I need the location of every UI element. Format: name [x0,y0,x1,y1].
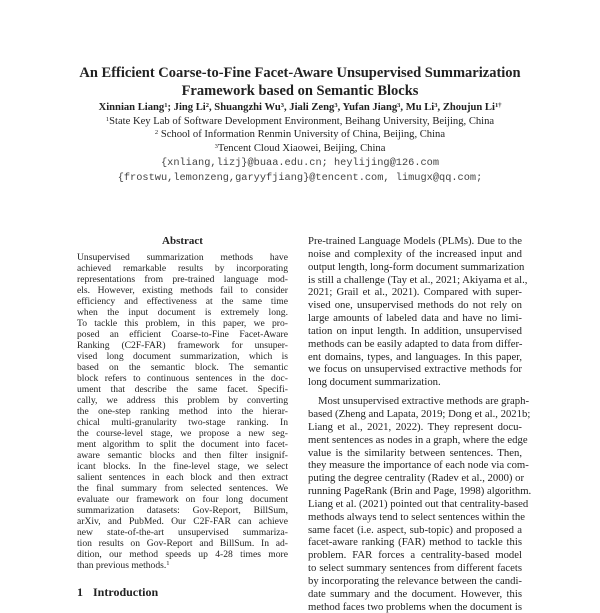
line-text: Most unsupervised extractive methods are graph- [318,395,530,408]
affiliation-mark: 1 [105,116,110,123]
line-text: ment algorithm to split the document into facet- [77,439,288,450]
author-separator: , [284,102,290,113]
line-text: the one-step ranking method into the hierar- [77,406,288,417]
line-text: To tackle this problem, in this paper, we pro- [77,318,288,329]
affiliation-text: Tencent Cloud Xiaowei, Beijing, China [217,143,386,154]
affiliation-text: School of Information Renmin University of China, Beijing, China [158,129,446,140]
line-text: ument that describe the same facet. Specifi- [77,384,288,395]
line-text: 2021; Grail et al., 2021). Compared with super- [308,286,522,299]
line-text: running PageRank (Brin and Page, 1998) algorithm. [308,485,532,498]
line-text: we focus on unsupervised extractive methods for [308,363,522,376]
text-line [77,296,288,307]
author-mark: 3 [334,102,338,109]
line-text: ent domains, types, and languages. In this paper, [308,350,522,363]
author-separator: , [209,102,215,113]
abstract-body [77,252,288,571]
line-text: new state-of-the-art unsupervised summariza- [77,527,288,538]
line-text: than previous methods. [77,560,167,571]
text-line [77,560,288,571]
author-name: Shuangzhi Wu [214,102,281,113]
affiliation [0,116,600,127]
line-text: salient sentences in each block and then extract [77,472,288,483]
line-text: Unsupervised summarization methods have [77,252,288,263]
author-name: Jing Li [173,102,206,113]
text-line [308,376,522,389]
line-text: tation on input length. In addition, unsupervised [308,324,522,337]
line-text: chical multi-granularity two-stage ranking. In [77,417,288,428]
text-line [308,351,522,364]
text-line [308,447,522,460]
author-mark: 1† [494,102,502,109]
author-separator: , [400,102,406,113]
line-text: efficiency and effectiveness at the same time [77,296,288,307]
text-line [77,439,288,450]
line-text: the final summary from selected sentences. We [77,483,288,494]
line-text: arXiv, and PubMed. Our C2F-FAR can achieve [77,516,288,527]
text-line [77,549,288,560]
line-text: aware semantic blocks and then filter insignif- [77,450,288,461]
text-line [308,395,530,408]
author-name: Yufan Jiang [342,102,398,113]
text-line [308,325,522,338]
author-name: Zhoujun Li [442,102,495,113]
text-line [308,363,522,376]
text-line [308,575,522,588]
text-line [77,329,288,340]
line-text: is still a challenge (Tay et al., 2021; Akiyama et al., [308,273,528,286]
text-line [77,274,288,285]
affiliation-text: State Key Lab of Software Development Environment, Beihang University, Beijing, China [109,116,495,127]
text-line [77,538,288,549]
author-emails: {frostwu,lemonzeng,garyyfjiang}@tencent.com, limugx@qq.com; [117,172,483,184]
author-mark: 3 [280,102,284,109]
text-line [77,351,288,362]
line-text: els. However, existing methods fail to consider [77,285,288,296]
paper-title [0,64,600,100]
text-line [77,263,288,274]
text-line [77,362,288,373]
text-line [77,384,288,395]
section-title: Introduction [93,585,159,599]
text-line [308,459,529,472]
text-line [308,312,522,325]
text-line [308,421,522,434]
line-text: problem. FAR forces a centrality-based model [308,549,522,562]
line-text: vised long document summarization, which is [77,351,288,362]
text-line [77,472,288,483]
author-name: Jiali Zeng [289,102,335,113]
author-separator: , [337,102,343,113]
text-line [308,510,525,524]
text-line [308,338,522,351]
text-line [308,536,522,549]
text-line [77,516,288,527]
text-line [77,527,288,538]
text-line [308,524,522,537]
line-text: Liang et al. (2021) pointed out that centrality-based [308,497,529,510]
line-text: output length, long-form document summarization [308,260,525,273]
text-line [308,286,522,299]
text-line [308,549,522,562]
line-text: to select summary sentences from different facets [308,562,522,575]
line-text: based on the semantic block. The semantic [77,362,288,373]
author-mark: 3 [434,102,438,109]
text-line [77,307,288,318]
title-line: An Efficient Coarse-to-Fine Facet-Aware Unsupervised Summarization [79,65,521,81]
text-line [77,505,288,516]
text-line [77,494,288,505]
line-text: same facet (i.e. aspect, sub-topic) and proposed a [308,523,522,536]
author-mark: 1 [164,102,168,109]
line-text: tion results on Gov-Report and BillSum. In ad- [77,538,288,549]
author-name: Xinnian Liang [98,102,165,113]
line-text: representations from pre-trained language mod- [77,274,288,285]
line-text: posed an efficient Coarse-to-Fine Facet-Aware [77,329,288,340]
text-line [308,485,532,498]
line-text: noise and complexity of the increased input and [308,247,522,260]
title-line: Framework based on Semantic Blocks [181,83,419,99]
text-line [308,299,522,312]
line-text: achieved remarkable results by incorporating [77,263,288,274]
author-list [0,102,600,113]
line-text: large amounts of labeled data and have no limi- [308,312,522,325]
author-separator: ; [167,102,174,113]
line-text: based (Zheng and Lapata, 2019; Dong et al., 2021b; [308,407,531,420]
text-line [77,373,288,384]
footnote-mark: 1 [166,560,170,567]
author-mark: 3 [397,102,401,109]
text-line [77,450,288,461]
line-text: dition, our method speeds up 4-28 times more [77,549,288,560]
author-emails: {xnliang,lizj}@buaa.edu.cn; heylijing@126.com [160,157,440,169]
text-line [308,248,522,261]
line-text: when the input document is extremely long. [77,307,288,318]
text-line [308,497,529,511]
line-text: ment sentences as nodes in a graph, where the edge [308,433,528,446]
line-text: summarization datasets: Gov-Report, BillSum, [77,505,288,516]
text-line [77,483,288,494]
line-text: methods can be easily adapted to data from differ- [308,337,523,350]
line-text: method faces two problems when the document is [308,600,522,613]
line-text: cally, we address this problem by converting [77,395,288,406]
text-line [308,472,525,485]
line-text: date summary and the document. However, this [308,587,522,600]
text-line [308,588,522,601]
introduction-body [308,235,532,613]
text-line [77,252,288,263]
text-line [308,407,531,421]
line-text: evaluate our framework on four long document [77,494,288,505]
text-line [308,260,525,274]
line-text: by incorporating the relevance between the candi- [308,574,522,587]
line-text: Pre-trained Language Models (PLMs). Due to the [308,235,522,247]
text-line [77,417,288,428]
author-separator: , [437,102,443,113]
line-text: vised one, unsupervised methods do not rely on [308,299,522,312]
abstract-heading: Abstract [162,235,203,247]
line-text: icant blocks. In the fine-level stage, we select [77,461,288,472]
section-heading [77,585,158,600]
line-text: the course-level stage, we propose a new seg- [77,428,288,439]
text-line [308,235,522,248]
text-line [77,428,288,439]
section-number: 1 [77,585,83,599]
line-text: long document summarization. [308,376,441,389]
line-text: Liang et al., 2021, 2022). They represent docu- [308,420,522,433]
text-line [77,395,288,406]
line-text: value is the similarity between sentences. Then, [308,446,522,459]
text-line [77,461,288,472]
line-text: puting the degree centrality (Radev et al., 2000) or [308,472,525,485]
text-line [308,433,528,447]
author-name: Mu Li [405,102,435,113]
text-line [77,340,288,351]
text-line [308,273,528,287]
affiliation [0,129,600,140]
affiliation [0,143,600,154]
text-line [77,285,288,296]
line-text: they measure the importance of each node via com- [308,459,529,472]
line-text: Ranking (C2F-FAR) framework for unsuper- [77,340,288,351]
text-line [77,406,288,417]
line-text: methods always tend to select sentences within the [308,510,525,523]
text-line [308,601,522,613]
affiliation-mark: 2 [154,129,159,136]
text-line [308,562,522,575]
line-text: facet-aware ranking (FAR) method to tackle this [308,536,522,549]
affiliation-mark: 3 [214,143,218,150]
line-text: block refers to continuous sentences in the doc- [77,373,288,384]
author-mark: 2 [205,102,209,109]
text-line [77,318,288,329]
